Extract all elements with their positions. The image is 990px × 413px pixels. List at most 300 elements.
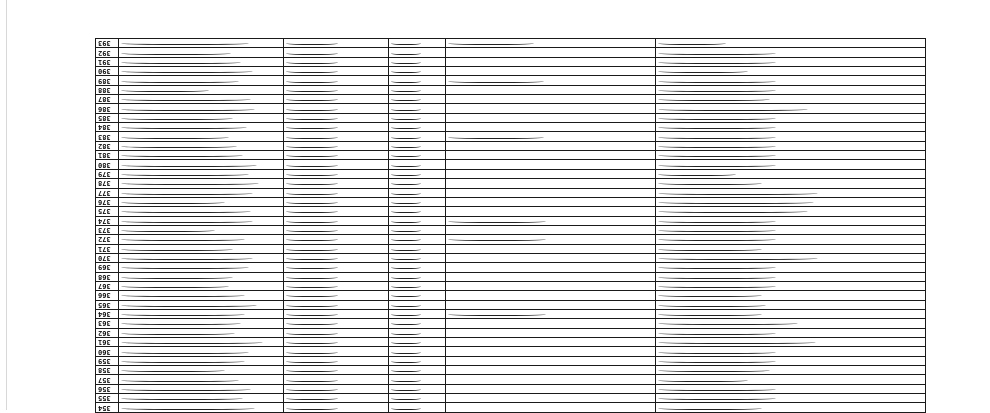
field-c-cell [446, 394, 656, 403]
name-cell [119, 85, 284, 94]
handwriting-stroke [391, 116, 421, 120]
field-d-cell [656, 76, 926, 85]
handwriting-stroke [391, 125, 421, 129]
handwriting-stroke [121, 359, 245, 363]
handwriting-stroke [391, 228, 421, 232]
handwriting-stroke [286, 256, 338, 260]
field-c-cell [446, 319, 656, 328]
field-c-cell [446, 179, 656, 188]
row-number [96, 197, 119, 206]
table-row [96, 366, 926, 375]
row-number-text: 362 [98, 328, 111, 337]
field-c-cell [446, 132, 656, 141]
handwriting-stroke [391, 312, 421, 316]
table-row [96, 197, 926, 206]
row-number [96, 394, 119, 403]
row-number-text: 385 [98, 113, 111, 122]
table-row [96, 104, 926, 113]
field-d-cell [656, 291, 926, 300]
handwriting-stroke [121, 51, 231, 55]
handwriting-stroke [658, 191, 818, 195]
table-row [96, 253, 926, 262]
handwriting-stroke [121, 284, 229, 288]
handwriting-stroke [121, 107, 255, 111]
row-number-text: 372 [98, 235, 111, 244]
field-b-cell [389, 104, 446, 113]
field-b-cell [389, 347, 446, 356]
field-c-cell [446, 48, 656, 57]
field-d-cell [656, 403, 926, 412]
name-cell [119, 375, 284, 384]
field-d-cell [656, 132, 926, 141]
field-c-cell [446, 300, 656, 309]
table-row [96, 113, 926, 122]
handwriting-stroke [448, 41, 534, 45]
name-cell [119, 76, 284, 85]
handwriting-stroke [658, 135, 776, 139]
row-number [96, 57, 119, 66]
row-number-text: 392 [98, 48, 111, 57]
handwriting-stroke [658, 293, 762, 297]
field-c-cell [446, 151, 656, 160]
handwriting-stroke [121, 153, 243, 157]
field-a-cell [284, 356, 389, 365]
handwriting-stroke [448, 312, 546, 316]
field-c-cell [446, 281, 656, 290]
name-cell [119, 197, 284, 206]
handwriting-stroke [121, 172, 249, 176]
field-a-cell [284, 67, 389, 76]
field-d-cell [656, 375, 926, 384]
field-d-cell [656, 338, 926, 347]
field-b-cell [389, 375, 446, 384]
table-row [96, 356, 926, 365]
field-b-cell [389, 356, 446, 365]
handwriting-stroke [286, 350, 338, 354]
table-row [96, 309, 926, 318]
row-number-text: 359 [98, 356, 111, 365]
field-d-cell [656, 67, 926, 76]
handwriting-stroke [121, 256, 253, 260]
row-number [96, 113, 119, 122]
handwriting-stroke [121, 275, 233, 279]
handwriting-stroke [391, 396, 421, 400]
handwriting-stroke [658, 79, 776, 83]
handwriting-stroke [121, 219, 253, 223]
name-cell [119, 67, 284, 76]
handwriting-stroke [391, 209, 421, 213]
handwriting-stroke [286, 312, 338, 316]
field-c-cell [446, 366, 656, 375]
row-number-text: 391 [98, 57, 111, 66]
handwriting-stroke [658, 153, 776, 157]
name-cell [119, 253, 284, 262]
field-b-cell [389, 207, 446, 216]
row-number-text: 375 [98, 207, 111, 216]
field-b-cell [389, 67, 446, 76]
handwriting-stroke [658, 312, 762, 316]
handwriting-stroke [121, 181, 259, 185]
handwriting-stroke [391, 350, 421, 354]
table-row [96, 48, 926, 57]
name-cell [119, 132, 284, 141]
name-cell [119, 263, 284, 272]
handwriting-stroke [121, 350, 249, 354]
table-row [96, 338, 926, 347]
field-b-cell [389, 319, 446, 328]
field-d-cell [656, 151, 926, 160]
handwriting-stroke [658, 303, 766, 307]
field-b-cell [389, 225, 446, 234]
handwriting-stroke [391, 107, 421, 111]
row-number [96, 95, 119, 104]
name-cell [119, 141, 284, 150]
handwriting-stroke [121, 60, 241, 64]
field-b-cell [389, 160, 446, 169]
handwriting-stroke [658, 359, 776, 363]
handwriting-stroke [658, 228, 776, 232]
field-c-cell [446, 375, 656, 384]
handwriting-stroke [286, 237, 338, 241]
row-number-text: 384 [98, 123, 111, 132]
table-row [96, 207, 926, 216]
row-number [96, 291, 119, 300]
handwriting-stroke [121, 340, 263, 344]
field-b-cell [389, 309, 446, 318]
row-number-text: 389 [98, 76, 111, 85]
name-cell [119, 300, 284, 309]
handwriting-stroke [658, 331, 776, 335]
handwriting-stroke [448, 79, 544, 83]
field-a-cell [284, 403, 389, 412]
handwriting-stroke [448, 219, 546, 223]
field-b-cell [389, 291, 446, 300]
name-cell [119, 235, 284, 244]
table-row [96, 272, 926, 281]
field-b-cell [389, 76, 446, 85]
name-cell [119, 179, 284, 188]
row-number-text: 383 [98, 132, 111, 141]
field-c-cell [446, 57, 656, 66]
table-row [96, 57, 926, 66]
field-b-cell [389, 253, 446, 262]
name-cell [119, 394, 284, 403]
handwriting-stroke [286, 219, 338, 223]
field-a-cell [284, 281, 389, 290]
field-b-cell [389, 48, 446, 57]
handwriting-stroke [121, 293, 245, 297]
field-a-cell [284, 123, 389, 132]
field-b-cell [389, 197, 446, 206]
handwriting-stroke [286, 293, 338, 297]
handwriting-stroke [121, 200, 225, 204]
field-b-cell [389, 151, 446, 160]
handwriting-stroke [286, 191, 338, 195]
table-row [96, 291, 926, 300]
row-number [96, 188, 119, 197]
field-d-cell [656, 300, 926, 309]
row-number [96, 366, 119, 375]
handwriting-stroke [286, 387, 338, 391]
handwriting-stroke [658, 321, 798, 325]
field-a-cell [284, 235, 389, 244]
handwriting-stroke [286, 359, 338, 363]
handwriting-stroke [391, 237, 421, 241]
name-cell [119, 207, 284, 216]
field-c-cell [446, 39, 656, 48]
handwriting-stroke [391, 340, 421, 344]
field-d-cell [656, 123, 926, 132]
name-cell [119, 188, 284, 197]
row-number [96, 132, 119, 141]
field-a-cell [284, 179, 389, 188]
field-d-cell [656, 356, 926, 365]
row-number [96, 356, 119, 365]
field-c-cell [446, 338, 656, 347]
field-b-cell [389, 169, 446, 178]
handwriting-stroke [121, 88, 209, 92]
field-c-cell [446, 309, 656, 318]
field-a-cell [284, 384, 389, 393]
name-cell [119, 347, 284, 356]
handwriting-stroke [391, 172, 421, 176]
field-c-cell [446, 244, 656, 253]
row-number-text: 357 [98, 375, 111, 384]
field-a-cell [284, 104, 389, 113]
handwriting-stroke [286, 209, 338, 213]
field-c-cell [446, 123, 656, 132]
row-number [96, 39, 119, 48]
field-c-cell [446, 113, 656, 122]
field-b-cell [389, 179, 446, 188]
field-d-cell [656, 281, 926, 290]
row-number-text: 371 [98, 244, 111, 253]
row-number-text: 363 [98, 319, 111, 328]
row-number [96, 151, 119, 160]
field-b-cell [389, 188, 446, 197]
table-row [96, 151, 926, 160]
field-a-cell [284, 132, 389, 141]
field-b-cell [389, 328, 446, 337]
field-a-cell [284, 216, 389, 225]
field-d-cell [656, 39, 926, 48]
field-c-cell [446, 291, 656, 300]
handwriting-stroke [658, 340, 816, 344]
name-cell [119, 123, 284, 132]
field-b-cell [389, 85, 446, 94]
handwriting-stroke [391, 153, 421, 157]
row-number [96, 160, 119, 169]
handwriting-stroke [391, 69, 421, 73]
field-a-cell [284, 95, 389, 104]
handwriting-stroke [286, 284, 338, 288]
handwriting-stroke [658, 209, 808, 213]
handwriting-stroke [658, 265, 776, 269]
field-b-cell [389, 300, 446, 309]
table-row [96, 39, 926, 48]
handwriting-stroke [658, 247, 762, 251]
table-row [96, 67, 926, 76]
row-number [96, 253, 119, 262]
handwriting-stroke [286, 163, 338, 167]
row-number [96, 76, 119, 85]
field-d-cell [656, 347, 926, 356]
field-d-cell [656, 366, 926, 375]
row-number-text: 388 [98, 85, 111, 94]
field-a-cell [284, 160, 389, 169]
row-number [96, 338, 119, 347]
table-row [96, 85, 926, 94]
table-row [96, 384, 926, 393]
field-b-cell [389, 141, 446, 150]
handwriting-stroke [286, 303, 338, 307]
row-number [96, 347, 119, 356]
field-d-cell [656, 179, 926, 188]
field-c-cell [446, 141, 656, 150]
handwriting-stroke [286, 97, 338, 101]
row-number-text: 380 [98, 160, 111, 169]
field-b-cell [389, 281, 446, 290]
field-c-cell [446, 347, 656, 356]
handwriting-stroke [121, 69, 253, 73]
field-a-cell [284, 76, 389, 85]
field-c-cell [446, 197, 656, 206]
handwriting-stroke [286, 396, 338, 400]
row-number-text: 378 [98, 179, 111, 188]
row-number-text: 376 [98, 198, 111, 207]
name-cell [119, 57, 284, 66]
row-number [96, 235, 119, 244]
field-b-cell [389, 235, 446, 244]
table-row [96, 281, 926, 290]
row-number [96, 207, 119, 216]
handwriting-stroke [448, 237, 546, 241]
handwriting-stroke [658, 51, 776, 55]
field-a-cell [284, 338, 389, 347]
field-d-cell [656, 225, 926, 234]
handwriting-stroke [121, 396, 243, 400]
field-b-cell [389, 384, 446, 393]
handwriting-stroke [391, 265, 421, 269]
field-d-cell [656, 57, 926, 66]
row-number [96, 123, 119, 132]
field-b-cell [389, 123, 446, 132]
handwriting-stroke [391, 331, 421, 335]
row-number-text: 386 [98, 104, 111, 113]
field-d-cell [656, 384, 926, 393]
field-d-cell [656, 394, 926, 403]
handwriting-stroke [391, 60, 421, 64]
handwriting-stroke [391, 359, 421, 363]
field-a-cell [284, 253, 389, 262]
handwriting-stroke [658, 41, 726, 45]
table-row [96, 95, 926, 104]
row-number-text: 369 [98, 263, 111, 272]
field-a-cell [284, 85, 389, 94]
handwriting-stroke [658, 256, 818, 260]
field-d-cell [656, 207, 926, 216]
row-number-text: 361 [98, 338, 111, 347]
field-c-cell [446, 95, 656, 104]
field-d-cell [656, 141, 926, 150]
name-cell [119, 403, 284, 412]
handwriting-stroke [658, 378, 748, 382]
field-c-cell [446, 160, 656, 169]
field-c-cell [446, 403, 656, 412]
table-row [96, 141, 926, 150]
row-number-text: 355 [98, 394, 111, 403]
row-number [96, 225, 119, 234]
row-number [96, 319, 119, 328]
table-row [96, 169, 926, 178]
record-table [95, 38, 926, 413]
row-number-text: 360 [98, 347, 111, 356]
handwriting-stroke [286, 41, 338, 45]
table-row [96, 225, 926, 234]
field-c-cell [446, 263, 656, 272]
field-c-cell [446, 188, 656, 197]
field-d-cell [656, 263, 926, 272]
handwriting-stroke [121, 387, 251, 391]
field-c-cell [446, 328, 656, 337]
row-number [96, 169, 119, 178]
field-d-cell [656, 95, 926, 104]
row-number-text: 358 [98, 366, 111, 375]
handwriting-stroke [391, 41, 421, 45]
row-number [96, 67, 119, 76]
table-row [96, 216, 926, 225]
handwriting-stroke [391, 275, 421, 279]
row-number-text: 381 [98, 151, 111, 160]
handwriting-stroke [121, 97, 251, 101]
handwriting-stroke [286, 406, 338, 410]
field-b-cell [389, 272, 446, 281]
name-cell [119, 281, 284, 290]
handwriting-stroke [286, 228, 338, 232]
scan-edge-line [6, 0, 7, 410]
row-number [96, 216, 119, 225]
handwriting-stroke [391, 163, 421, 167]
field-b-cell [389, 113, 446, 122]
handwriting-stroke [286, 144, 338, 148]
handwriting-stroke [391, 144, 421, 148]
field-a-cell [284, 309, 389, 318]
field-c-cell [446, 207, 656, 216]
handwriting-stroke [121, 79, 239, 83]
field-d-cell [656, 48, 926, 57]
handwriting-stroke [658, 237, 776, 241]
handwriting-stroke [658, 125, 776, 129]
field-b-cell [389, 132, 446, 141]
handwriting-stroke [121, 228, 215, 232]
handwriting-stroke [391, 368, 421, 372]
field-a-cell [284, 113, 389, 122]
field-a-cell [284, 197, 389, 206]
handwriting-stroke [286, 275, 338, 279]
row-number-text: 390 [98, 67, 111, 76]
row-number-text: 387 [98, 95, 111, 104]
table-row [96, 394, 926, 403]
handwriting-stroke [391, 88, 421, 92]
field-d-cell [656, 272, 926, 281]
name-cell [119, 291, 284, 300]
row-number-text: 367 [98, 282, 111, 291]
handwriting-stroke [391, 378, 421, 382]
field-d-cell [656, 216, 926, 225]
field-a-cell [284, 300, 389, 309]
name-cell [119, 244, 284, 253]
field-d-cell [656, 328, 926, 337]
